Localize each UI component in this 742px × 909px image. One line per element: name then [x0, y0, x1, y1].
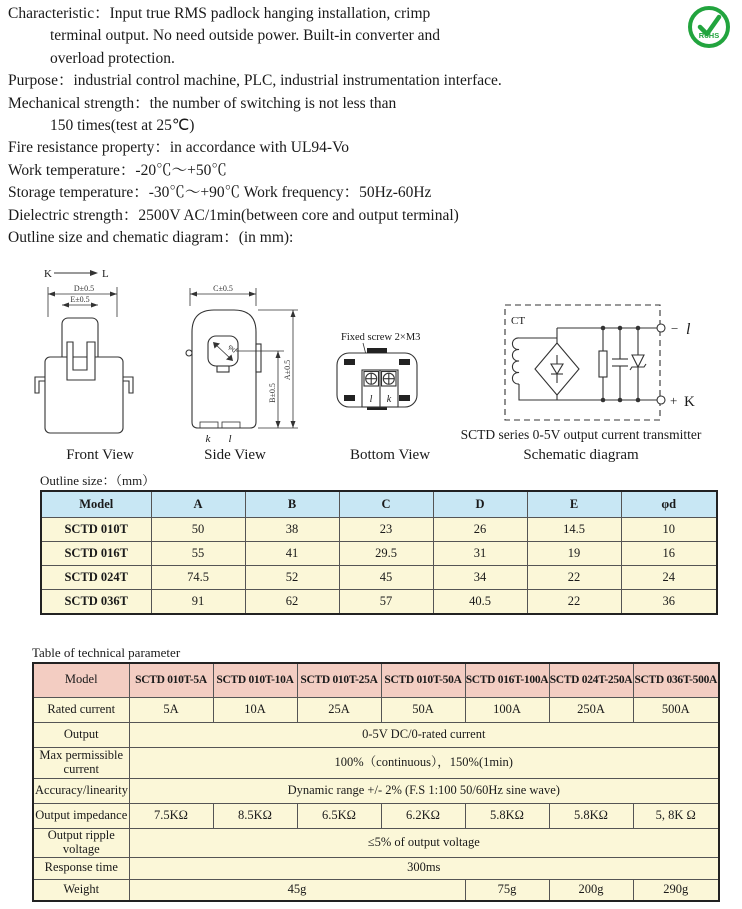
- param-value-cell: 25A: [297, 697, 381, 722]
- outline-model-cell: SCTD 010T: [41, 518, 151, 542]
- outline-model-cell: SCTD 036T: [41, 590, 151, 615]
- model-header-cell: SCTD 036T-500A: [633, 663, 719, 697]
- param-value-cell: 5A: [129, 697, 213, 722]
- wire: [519, 384, 657, 400]
- spec-line: terminal output. No need outside power. Built-in converter and: [50, 27, 440, 45]
- outline-header-cell: E: [527, 491, 621, 518]
- param-label-cell: Output: [33, 722, 129, 747]
- model-header-cell: SCTD 010T-25A: [297, 663, 381, 697]
- right-hook: [123, 377, 133, 393]
- side-view-diagram: [178, 258, 318, 456]
- corner-pad: [344, 395, 355, 401]
- outline-cell: 24: [621, 566, 717, 590]
- arrowhead: [291, 421, 296, 428]
- output-k-label: K: [684, 394, 695, 410]
- rohs-badge: [683, 3, 735, 55]
- outline-cell: 29.5: [339, 542, 433, 566]
- param-value-cell: 75g: [465, 879, 549, 901]
- outline-cell: 52: [245, 566, 339, 590]
- outline-header-cell: A: [151, 491, 245, 518]
- model-header-cell: SCTD 010T-50A: [381, 663, 465, 697]
- front-k-label: K: [44, 268, 52, 280]
- param-label-cell: Output ripple voltage: [33, 828, 129, 857]
- outline-header-cell: D: [433, 491, 527, 518]
- param-value-cell: 8.5KΩ: [213, 803, 297, 828]
- arrowhead: [48, 292, 55, 297]
- bottom-k-label: k: [386, 394, 392, 405]
- outline-cell: 41: [245, 542, 339, 566]
- param-value-cell: Dynamic range +/- 2% (F.S 1:100 50/60Hz sine wave): [129, 778, 719, 803]
- outline-cell: 22: [527, 590, 621, 615]
- junction-dot: [618, 398, 623, 403]
- table-row: [33, 828, 719, 857]
- model-header-cell: SCTD 010T-5A: [129, 663, 213, 697]
- param-label-cell: Rated current: [33, 697, 129, 722]
- param-label-cell: Model: [33, 663, 129, 697]
- param-value-cell: 7.5KΩ: [129, 803, 213, 828]
- kl-arrowhead: [90, 270, 98, 276]
- schematic-caption-line1: SCTD series 0-5V output current transmitter: [460, 427, 702, 442]
- param-value-cell: 50A: [381, 697, 465, 722]
- param-value-cell: 6.5KΩ: [297, 803, 381, 828]
- param-value-cell: ≤5% of output voltage: [129, 828, 719, 857]
- terminal-circle: [657, 324, 665, 332]
- outline-cell: 50: [151, 518, 245, 542]
- param-label-cell: Output impedance: [33, 803, 129, 828]
- param-value-cell: 5.8KΩ: [465, 803, 549, 828]
- spec-line: Dielectric strength：2500V AC/1min(between core and output terminal): [8, 206, 459, 224]
- corner-pad: [344, 359, 355, 365]
- spec-line: overload protection.: [50, 49, 175, 67]
- outline-cell: 22: [527, 566, 621, 590]
- param-value-cell: 100%（continuous），150%(1min): [129, 747, 719, 778]
- terminal-circle: [657, 396, 665, 404]
- param-header-row: [33, 663, 719, 697]
- ct-label: CT: [511, 315, 526, 327]
- front-dim-d: D±0.5: [73, 284, 95, 293]
- param-value-cell: 290g: [633, 879, 719, 901]
- side-hole-label: φd: [226, 342, 240, 355]
- spec-line: Purpose：industrial control machine, PLC, industrial instrumentation interface.: [8, 72, 502, 90]
- side-dim-c: C±0.5: [213, 284, 233, 293]
- front-view-diagram: [20, 262, 160, 442]
- junction-dot: [636, 326, 641, 331]
- side-k-label: k: [205, 433, 211, 445]
- arrowhead: [276, 351, 281, 358]
- spec-text: [8, 3, 680, 249]
- table-row: [33, 747, 719, 778]
- outline-cell: 55: [151, 542, 245, 566]
- param-value-cell: 300ms: [129, 857, 719, 879]
- spec-line: 150 times(test at 25℃): [50, 117, 195, 135]
- outline-header-cell: Model: [41, 491, 151, 518]
- zener-diode-icon: [632, 355, 644, 367]
- model-header-cell: SCTD 010T-10A: [213, 663, 297, 697]
- side-l-label: l: [228, 433, 232, 445]
- outline-size-title: Outline size：（mm）: [40, 473, 156, 488]
- table-row: [33, 879, 719, 901]
- outline-cell: 57: [339, 590, 433, 615]
- ct-coil: [512, 338, 519, 384]
- table-row: [33, 857, 719, 879]
- outline-header-cell: C: [339, 491, 433, 518]
- outline-cell: 36: [621, 590, 717, 615]
- front-dim-e: E±0.5: [70, 295, 90, 304]
- outline-cell: 26: [433, 518, 527, 542]
- table-row: [33, 778, 719, 803]
- spec-line: Outline size and chematic diagram：(in mm):: [8, 229, 294, 247]
- corner-pad: [399, 359, 410, 365]
- outline-cell: 34: [433, 566, 527, 590]
- outline-cell: 23: [339, 518, 433, 542]
- outline-model-cell: SCTD 016T: [41, 542, 151, 566]
- outline-header-cell: φd: [621, 491, 717, 518]
- left-hook: [35, 377, 45, 393]
- outline-header-row: [41, 491, 717, 518]
- param-label-cell: Response time: [33, 857, 129, 879]
- outline-cell: 10: [621, 518, 717, 542]
- junction-dot: [601, 326, 606, 331]
- front-l-label: L: [102, 268, 109, 280]
- table-row: [33, 722, 719, 747]
- outline-cell: 14.5: [527, 518, 621, 542]
- resistor-icon: [599, 351, 607, 377]
- output-l-label: l: [686, 321, 691, 338]
- side-view-caption: Side View: [204, 447, 266, 463]
- param-value-cell: 500A: [633, 697, 719, 722]
- param-value-cell: 0-5V DC/0-rated current: [129, 722, 719, 747]
- param-value-cell: 10A: [213, 697, 297, 722]
- param-value-cell: 200g: [549, 879, 633, 901]
- bottom-view-caption: Bottom View: [349, 447, 431, 463]
- front-view-caption: Front View: [66, 447, 134, 463]
- schematic-diagram: [475, 293, 725, 433]
- arrowhead: [190, 292, 197, 297]
- param-value-cell: 5, 8K Ω: [633, 803, 719, 828]
- param-value-cell: 100A: [465, 697, 549, 722]
- param-value-cell: 6.2KΩ: [381, 803, 465, 828]
- bottom-view-diagram: [325, 298, 475, 433]
- outline-cell: 31: [433, 542, 527, 566]
- outline-cell: 38: [245, 518, 339, 542]
- table-row: [41, 518, 717, 542]
- arrowhead: [91, 303, 98, 308]
- table-row: [33, 803, 719, 828]
- param-value-cell: 250A: [549, 697, 633, 722]
- model-header-cell: SCTD 016T-100A: [465, 663, 549, 697]
- param-table-title: Table of technical parameter: [32, 645, 181, 660]
- technical-parameter-table: [32, 662, 720, 902]
- spec-line: Storage temperature：-30℃～+90℃ Work frequency：50Hz-60Hz: [8, 184, 432, 202]
- junction-dot: [618, 326, 623, 331]
- outline-cell: 19: [527, 542, 621, 566]
- outline-size-table: [40, 490, 718, 615]
- fixed-screw-label: Fixed screw 2×M3: [341, 332, 421, 343]
- side-dim-b: B±0.5: [268, 383, 277, 403]
- table-row: [41, 590, 717, 615]
- arrowhead: [110, 292, 117, 297]
- minus-sign: −: [671, 321, 679, 336]
- spec-line: Characteristic：Input true RMS padlock hanging installation, crimp: [8, 5, 431, 22]
- param-value-cell: 45g: [129, 879, 465, 901]
- outline-cell: 40.5: [433, 590, 527, 615]
- top-tab: [367, 348, 387, 353]
- model-header-cell: SCTD 024T-250A: [549, 663, 633, 697]
- body-outline: [45, 357, 123, 433]
- rohs-label: RoHS: [698, 31, 720, 40]
- schematic-caption-line2: Schematic diagram: [523, 447, 639, 463]
- table-row: [33, 697, 719, 722]
- rohs-ring: [690, 8, 728, 46]
- bottom-l-label: l: [369, 394, 373, 405]
- param-label-cell: Accuracy/linearity: [33, 778, 129, 803]
- arrowhead: [276, 421, 281, 428]
- junction-dot: [636, 398, 641, 403]
- param-value-cell: 5.8KΩ: [549, 803, 633, 828]
- outline-model-cell: SCTD 024T: [41, 566, 151, 590]
- spec-line: Work temperature：-20℃～+50℃: [8, 161, 227, 179]
- outline-cell: 62: [245, 590, 339, 615]
- param-label-cell: Weight: [33, 879, 129, 901]
- left-notch: [186, 350, 192, 356]
- outline-cell: 74.5: [151, 566, 245, 590]
- spec-line: Mechanical strength：the number of switching is not less than: [8, 94, 397, 112]
- side-dim-a: A±0.5: [283, 359, 292, 381]
- outline-cell: 91: [151, 590, 245, 615]
- arrowhead: [291, 310, 296, 317]
- outline-header-cell: B: [245, 491, 339, 518]
- table-row: [41, 542, 717, 566]
- outline-cell: 16: [621, 542, 717, 566]
- arrowhead: [249, 292, 256, 297]
- outline-cell: 45: [339, 566, 433, 590]
- plus-sign: +: [670, 393, 678, 408]
- junction-dot: [601, 398, 606, 403]
- right-tab: [256, 344, 261, 372]
- corner-pad: [399, 395, 410, 401]
- table-row: [41, 566, 717, 590]
- arrowhead: [62, 303, 69, 308]
- hole-tab: [217, 366, 229, 372]
- spec-line: Fire resistance property：in accordance with UL94-Vo: [8, 139, 350, 157]
- param-label-cell: Max permissible current: [33, 747, 129, 778]
